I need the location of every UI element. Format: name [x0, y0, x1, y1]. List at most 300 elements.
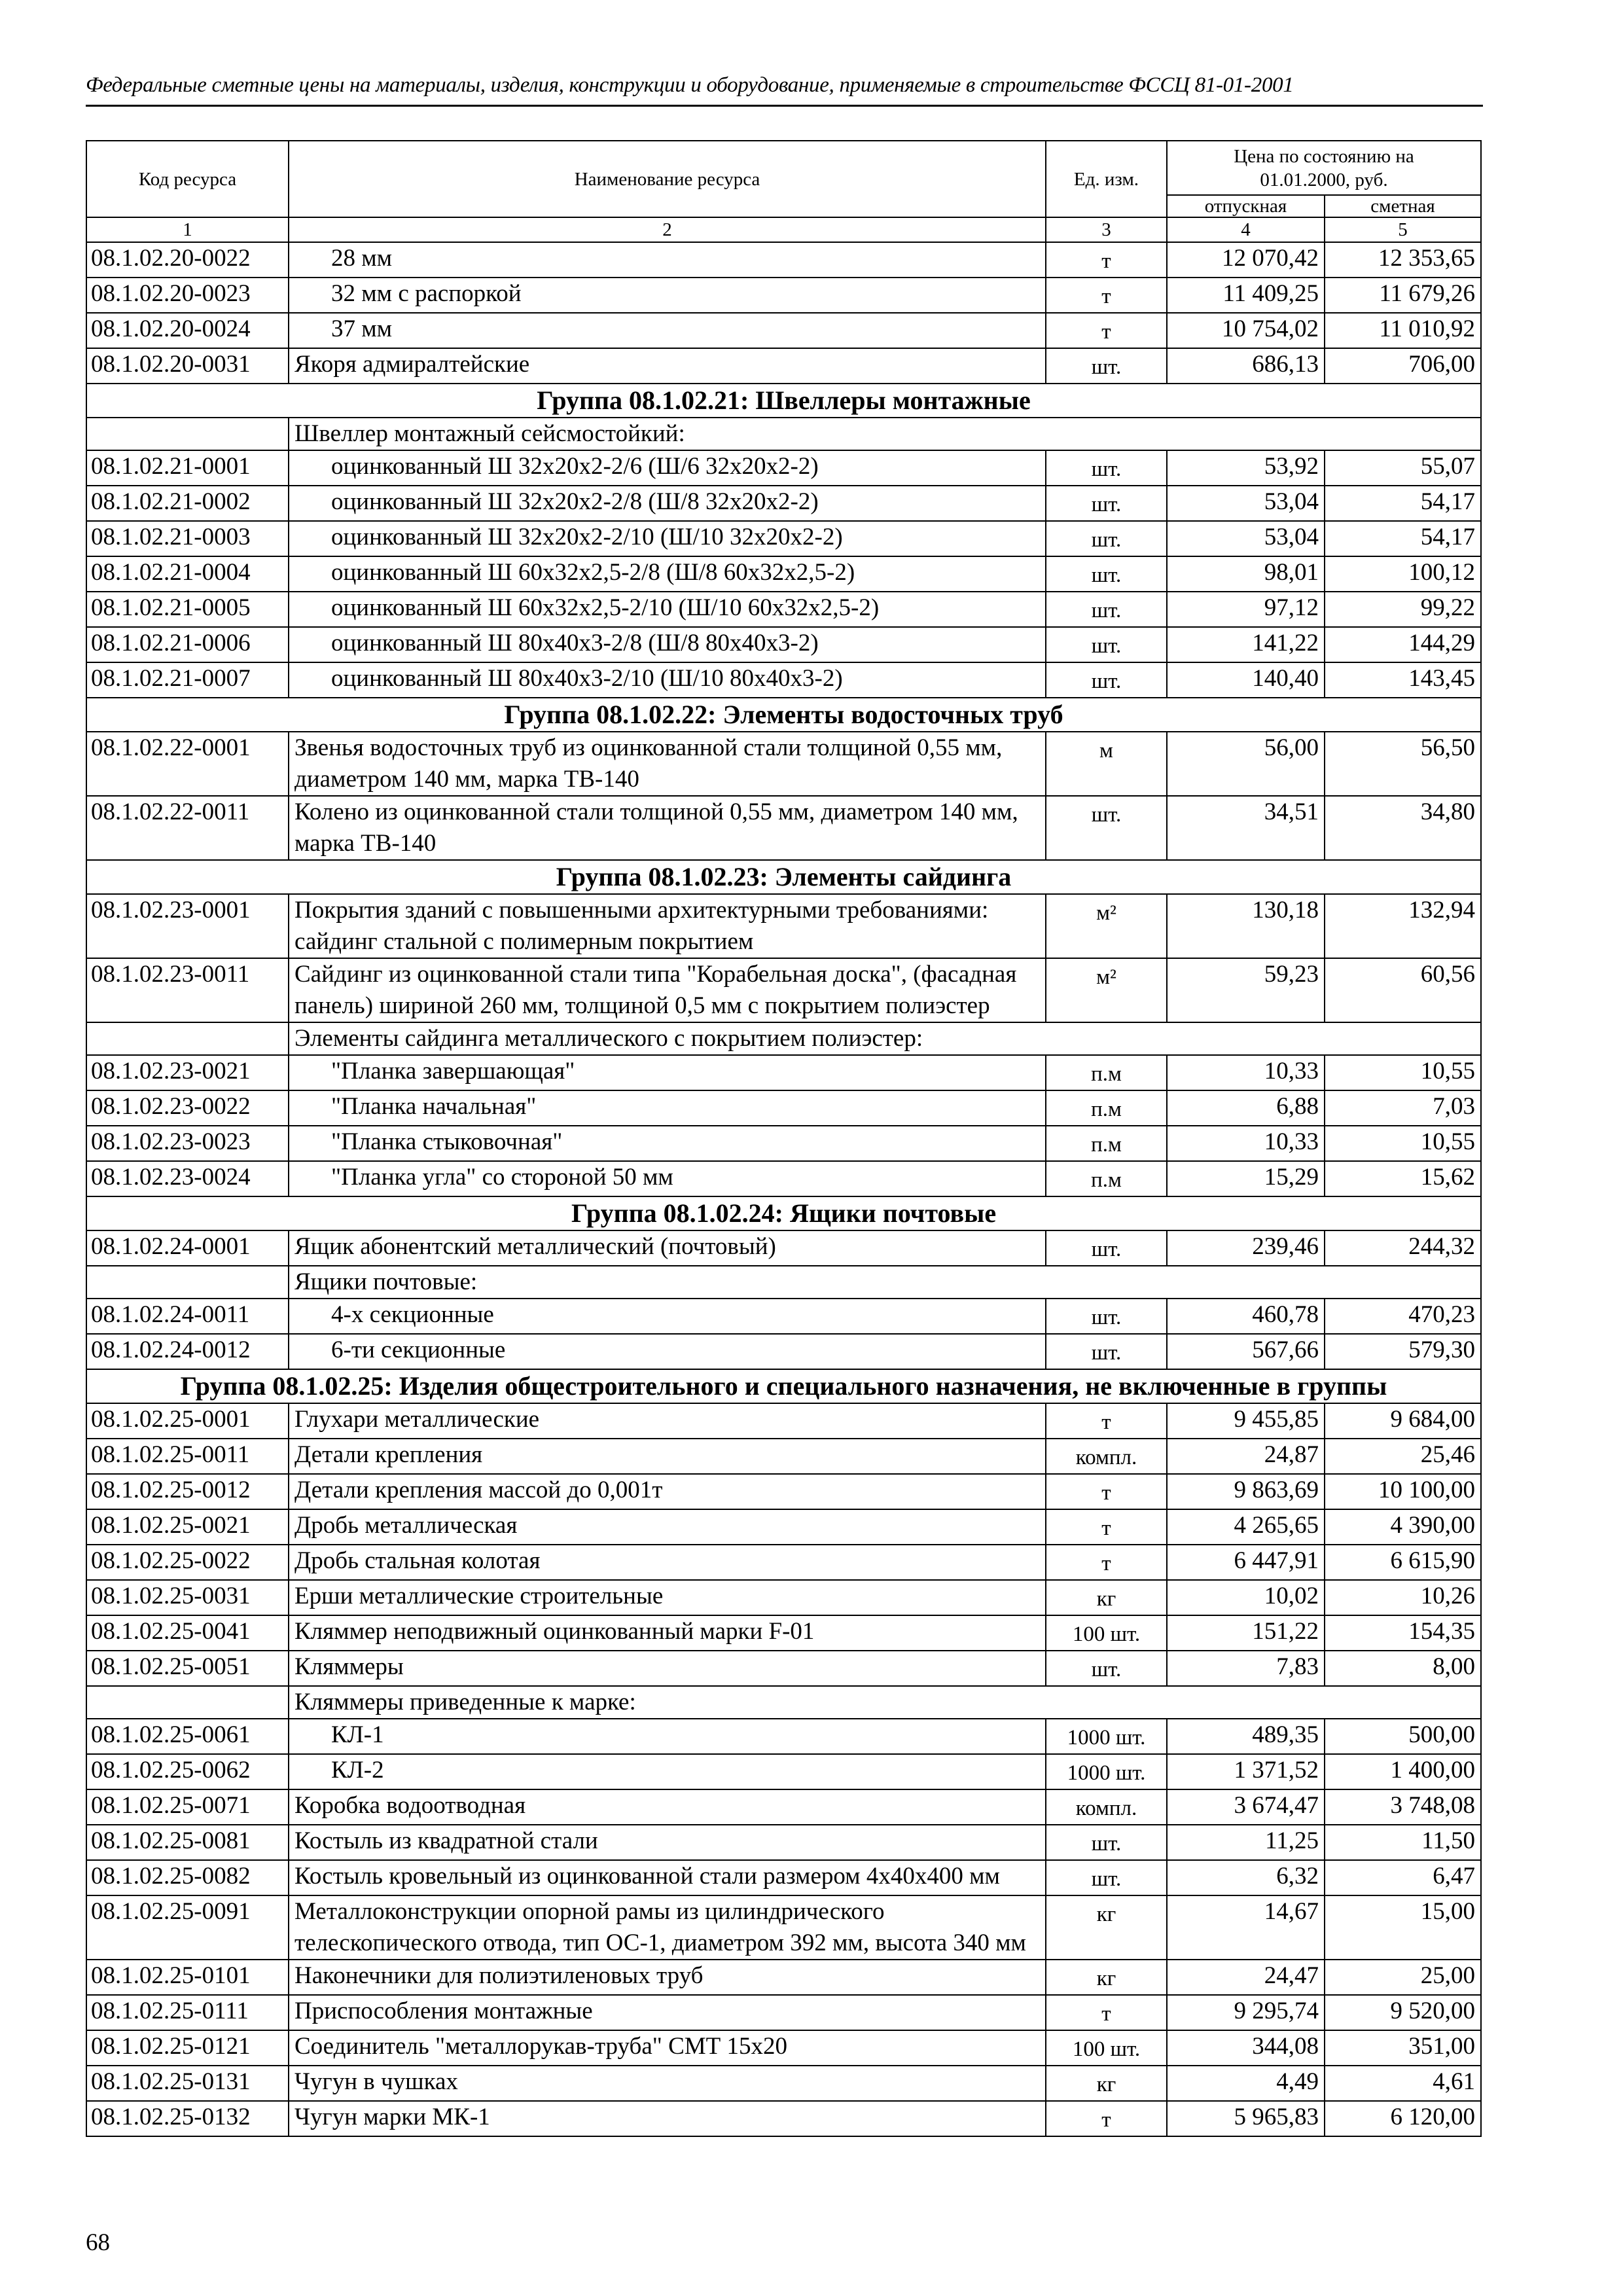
- unit: п.м: [1046, 1055, 1167, 1090]
- estimate-price: 34,80: [1325, 796, 1481, 860]
- resource-name-text: "Планка стыковочная": [331, 1128, 563, 1155]
- resource-code: 08.1.02.25-0061: [86, 1719, 289, 1754]
- resource-code: 08.1.02.23-0024: [86, 1161, 289, 1196]
- resource-name-text: оцинкованный Ш 80х40х3-2/10 (Ш/10 80х40х3-2): [331, 665, 843, 692]
- resource-code: 08.1.02.25-0022: [86, 1545, 289, 1580]
- release-price: 15,29: [1167, 1161, 1325, 1196]
- unit: шт.: [1046, 1299, 1167, 1334]
- table-row: [86, 1895, 1481, 1960]
- estimate-price: 99,22: [1325, 592, 1481, 627]
- estimate-price: 60,56: [1325, 958, 1481, 1022]
- group-header-row: [86, 1369, 1481, 1403]
- table-row: [86, 1789, 1481, 1825]
- estimate-price: 55,07: [1325, 450, 1481, 486]
- col-number: 5: [1325, 217, 1481, 242]
- unit: шт.: [1046, 521, 1167, 556]
- release-price: 97,12: [1167, 592, 1325, 627]
- resource-code: 08.1.02.25-0132: [86, 2101, 289, 2136]
- estimate-price: 9 684,00: [1325, 1403, 1481, 1439]
- release-price: 344,08: [1167, 2030, 1325, 2066]
- resource-code: 08.1.02.22-0001: [86, 732, 289, 796]
- resource-code: 08.1.02.25-0091: [86, 1895, 289, 1960]
- unit: шт.: [1046, 1651, 1167, 1686]
- resource-code: 08.1.02.23-0021: [86, 1055, 289, 1090]
- table-row: [86, 486, 1481, 521]
- resource-name-text: оцинкованный Ш 60х32х2,5-2/8 (Ш/8 60х32х2,5-2): [331, 559, 855, 586]
- col-number: 1: [86, 217, 289, 242]
- estimate-price: 706,00: [1325, 348, 1481, 384]
- table-row: [86, 592, 1481, 627]
- table-row: [86, 1545, 1481, 1580]
- subheader-text: Элементы сайдинга металлического с покрытием полиэстер:: [289, 1022, 1481, 1055]
- table-row: [86, 521, 1481, 556]
- resource-code: 08.1.02.25-0111: [86, 1995, 289, 2030]
- table-row: [86, 1230, 1481, 1266]
- unit: 1000 шт.: [1046, 1754, 1167, 1789]
- resource-name: [289, 1334, 1046, 1369]
- estimate-price: 132,94: [1325, 894, 1481, 958]
- table-row: [86, 2030, 1481, 2066]
- estimate-price: 10 100,00: [1325, 1474, 1481, 1509]
- estimate-price: 10,55: [1325, 1126, 1481, 1161]
- resource-code: 08.1.02.24-0001: [86, 1230, 289, 1266]
- unit: кг: [1046, 1960, 1167, 1995]
- release-price: 6 447,91: [1167, 1545, 1325, 1580]
- resource-name-text: "Планка начальная": [331, 1093, 537, 1120]
- resource-name: Соединитель "металлорукав-труба" СМТ 15х20: [289, 2030, 1046, 2066]
- resource-name: [289, 278, 1046, 313]
- group-title: Группа 08.1.02.25: Изделия общестроительного и специального назначения, не включенные в группы: [86, 1369, 1481, 1403]
- resource-name: Дробь металлическая: [289, 1509, 1046, 1545]
- unit: 1000 шт.: [1046, 1719, 1167, 1754]
- resource-name-text: 6-ти секционные: [331, 1336, 506, 1363]
- resource-code: 08.1.02.23-0001: [86, 894, 289, 958]
- estimate-price: 56,50: [1325, 732, 1481, 796]
- release-price: 56,00: [1167, 732, 1325, 796]
- table-row: [86, 313, 1481, 348]
- unit: т: [1046, 242, 1167, 278]
- resource-code: 08.1.02.21-0001: [86, 450, 289, 486]
- col-header-unit: Ед. изм.: [1046, 141, 1167, 217]
- unit: шт.: [1046, 556, 1167, 592]
- table-row: [86, 1509, 1481, 1545]
- release-price: 5 965,83: [1167, 2101, 1325, 2136]
- group-header-row: [86, 384, 1481, 418]
- resource-code: 08.1.02.25-0012: [86, 1474, 289, 1509]
- table-row: [86, 1860, 1481, 1895]
- table-row: [86, 1615, 1481, 1651]
- unit: шт.: [1046, 450, 1167, 486]
- table-row: [86, 1719, 1481, 1754]
- unit: шт.: [1046, 796, 1167, 860]
- unit: шт.: [1046, 486, 1167, 521]
- table-row: [86, 662, 1481, 698]
- resource-code: 08.1.02.25-0021: [86, 1509, 289, 1545]
- release-price: 151,22: [1167, 1615, 1325, 1651]
- resource-name-text: 37 мм: [331, 315, 393, 342]
- resource-name: Чугун марки МК-1: [289, 2101, 1046, 2136]
- subheader-text: Швеллер монтажный сейсмостойкий:: [289, 418, 1481, 450]
- resource-code: 08.1.02.24-0011: [86, 1299, 289, 1334]
- release-price: 53,92: [1167, 450, 1325, 486]
- resource-code: 08.1.02.21-0004: [86, 556, 289, 592]
- unit: м: [1046, 732, 1167, 796]
- estimate-price: 12 353,65: [1325, 242, 1481, 278]
- resource-name: [289, 627, 1046, 662]
- table-row: [86, 1651, 1481, 1686]
- estimate-price: 244,32: [1325, 1230, 1481, 1266]
- resource-name: Коробка водоотводная: [289, 1789, 1046, 1825]
- unit: кг: [1046, 1895, 1167, 1960]
- release-price: 10,02: [1167, 1580, 1325, 1615]
- release-price: 53,04: [1167, 486, 1325, 521]
- code-cell: [86, 1022, 289, 1055]
- estimate-price: 154,35: [1325, 1615, 1481, 1651]
- estimate-price: 15,62: [1325, 1161, 1481, 1196]
- estimate-price: 4,61: [1325, 2066, 1481, 2101]
- release-price: 24,47: [1167, 1960, 1325, 1995]
- resource-name: Костыль кровельный из оцинкованной стали размером 4х40х400 мм: [289, 1860, 1046, 1895]
- resource-name: [289, 1161, 1046, 1196]
- unit: т: [1046, 1474, 1167, 1509]
- page-number: 68: [86, 2229, 110, 2256]
- table-body: [86, 242, 1481, 2136]
- resource-name-text: 4-х секционные: [331, 1301, 494, 1328]
- estimate-price: 11 010,92: [1325, 313, 1481, 348]
- resource-code: 08.1.02.25-0011: [86, 1439, 289, 1474]
- running-head: Федеральные сметные цены на материалы, изделия, конструкции и оборудование, применяемые в строительстве ФССЦ 81-01-2001: [86, 73, 1294, 97]
- resource-name-text: оцинкованный Ш 32х20х2-2/10 (Ш/10 32х20х2-2): [331, 524, 843, 550]
- subheader-text: Ящики почтовые:: [289, 1266, 1481, 1299]
- table-row: [86, 1126, 1481, 1161]
- release-price: 6,88: [1167, 1090, 1325, 1126]
- release-price: 34,51: [1167, 796, 1325, 860]
- release-price: 14,67: [1167, 1895, 1325, 1960]
- resource-name: [289, 1126, 1046, 1161]
- release-price: 686,13: [1167, 348, 1325, 384]
- resource-name: Наконечники для полиэтиленовых труб: [289, 1960, 1046, 1995]
- estimate-price: 11,50: [1325, 1825, 1481, 1860]
- resource-code: 08.1.02.25-0031: [86, 1580, 289, 1615]
- table-row: [86, 1403, 1481, 1439]
- resource-name: [289, 242, 1046, 278]
- unit: шт.: [1046, 627, 1167, 662]
- resource-name: Кляммер неподвижный оцинкованный марки F-01: [289, 1615, 1046, 1651]
- estimate-price: 11 679,26: [1325, 278, 1481, 313]
- unit: кг: [1046, 1580, 1167, 1615]
- table-row: [86, 1580, 1481, 1615]
- resource-code: 08.1.02.25-0071: [86, 1789, 289, 1825]
- estimate-price: 8,00: [1325, 1651, 1481, 1686]
- subheader-row: [86, 1266, 1481, 1299]
- resource-name: [289, 1055, 1046, 1090]
- release-price: 10,33: [1167, 1055, 1325, 1090]
- resource-code: 08.1.02.25-0041: [86, 1615, 289, 1651]
- estimate-price: 7,03: [1325, 1090, 1481, 1126]
- col-header-code: Код ресурса: [86, 141, 289, 217]
- resource-code: 08.1.02.21-0005: [86, 592, 289, 627]
- group-header-row: [86, 698, 1481, 732]
- estimate-price: 500,00: [1325, 1719, 1481, 1754]
- release-price: 10 754,02: [1167, 313, 1325, 348]
- release-price: 53,04: [1167, 521, 1325, 556]
- release-price: 10,33: [1167, 1126, 1325, 1161]
- resource-code: 08.1.02.25-0081: [86, 1825, 289, 1860]
- unit: компл.: [1046, 1789, 1167, 1825]
- unit: кг: [1046, 2066, 1167, 2101]
- table-row: [86, 556, 1481, 592]
- resource-name: [289, 556, 1046, 592]
- unit: шт.: [1046, 1860, 1167, 1895]
- resource-name-text: "Планка завершающая": [331, 1058, 575, 1085]
- unit: 100 шт.: [1046, 2030, 1167, 2066]
- price-table: [86, 140, 1482, 2137]
- resource-name: [289, 1754, 1046, 1789]
- estimate-price: 470,23: [1325, 1299, 1481, 1334]
- group-title: Группа 08.1.02.24: Ящики почтовые: [86, 1196, 1481, 1230]
- release-price: 239,46: [1167, 1230, 1325, 1266]
- release-price: 12 070,42: [1167, 242, 1325, 278]
- resource-name-text: оцинкованный Ш 32х20х2-2/6 (Ш/6 32х20х2-2): [331, 453, 819, 480]
- subheader-text: Кляммеры приведенные к марке:: [289, 1686, 1481, 1719]
- table-row: [86, 278, 1481, 313]
- estimate-price: 25,46: [1325, 1439, 1481, 1474]
- resource-code: 08.1.02.20-0022: [86, 242, 289, 278]
- resource-code: 08.1.02.21-0002: [86, 486, 289, 521]
- release-price: 4 265,65: [1167, 1509, 1325, 1545]
- resource-code: 08.1.02.21-0003: [86, 521, 289, 556]
- group-header-row: [86, 1196, 1481, 1230]
- estimate-price: 54,17: [1325, 486, 1481, 521]
- resource-name: Детали крепления массой до 0,001т: [289, 1474, 1046, 1509]
- estimate-price: 100,12: [1325, 556, 1481, 592]
- resource-name: [289, 521, 1046, 556]
- resource-name: [289, 1719, 1046, 1754]
- table-row: [86, 1090, 1481, 1126]
- resource-name: Якоря адмиралтейские: [289, 348, 1046, 384]
- release-price: 11 409,25: [1167, 278, 1325, 313]
- unit: п.м: [1046, 1090, 1167, 1126]
- resource-name: Дробь стальная колотая: [289, 1545, 1046, 1580]
- resource-code: 08.1.02.25-0051: [86, 1651, 289, 1686]
- estimate-price: 144,29: [1325, 627, 1481, 662]
- unit: т: [1046, 1403, 1167, 1439]
- table-row: [86, 450, 1481, 486]
- release-price: 460,78: [1167, 1299, 1325, 1334]
- estimate-price: 54,17: [1325, 521, 1481, 556]
- release-price: 11,25: [1167, 1825, 1325, 1860]
- resource-name-text: оцинкованный Ш 80х40х3-2/8 (Ш/8 80х40х3-2): [331, 630, 819, 656]
- table-row: [86, 1825, 1481, 1860]
- estimate-price: 6,47: [1325, 1860, 1481, 1895]
- estimate-price: 10,55: [1325, 1055, 1481, 1090]
- resource-name: [289, 592, 1046, 627]
- resource-name-text: КЛ-2: [331, 1757, 384, 1784]
- table-row: [86, 1055, 1481, 1090]
- release-price: 3 674,47: [1167, 1789, 1325, 1825]
- resource-name: [289, 486, 1046, 521]
- resource-code: 08.1.02.25-0062: [86, 1754, 289, 1789]
- estimate-price: 9 520,00: [1325, 1995, 1481, 2030]
- header-rule: [86, 105, 1483, 107]
- subheader-row: [86, 1022, 1481, 1055]
- release-price: 4,49: [1167, 2066, 1325, 2101]
- col-number: 2: [289, 217, 1046, 242]
- release-price: 59,23: [1167, 958, 1325, 1022]
- unit: 100 шт.: [1046, 1615, 1167, 1651]
- resource-name: Звенья водосточных труб из оцинкованной стали толщиной 0,55 мм, диаметром 140 мм, марка ТВ-140: [289, 732, 1046, 796]
- estimate-price: 25,00: [1325, 1960, 1481, 1995]
- resource-name: Покрытия зданий с повышенными архитектурными требованиями: сайдинг стальной с полимерным покрытием: [289, 894, 1046, 958]
- resource-name: Колено из оцинкованной стали толщиной 0,55 мм, диаметром 140 мм, марка ТВ-140: [289, 796, 1046, 860]
- estimate-price: 351,00: [1325, 2030, 1481, 2066]
- table-row: [86, 1754, 1481, 1789]
- release-price: 140,40: [1167, 662, 1325, 698]
- resource-name-text: 32 мм с распоркой: [331, 280, 522, 307]
- col-number: 3: [1046, 217, 1167, 242]
- resource-name: Чугун в чушках: [289, 2066, 1046, 2101]
- release-price: 7,83: [1167, 1651, 1325, 1686]
- release-price: 6,32: [1167, 1860, 1325, 1895]
- release-price: 24,87: [1167, 1439, 1325, 1474]
- resource-name: [289, 662, 1046, 698]
- table-row: [86, 1995, 1481, 2030]
- release-price: 567,66: [1167, 1334, 1325, 1369]
- resource-name: [289, 313, 1046, 348]
- unit: п.м: [1046, 1126, 1167, 1161]
- estimate-price: 10,26: [1325, 1580, 1481, 1615]
- estimate-price: 4 390,00: [1325, 1509, 1481, 1545]
- resource-name-text: оцинкованный Ш 32х20х2-2/8 (Ш/8 32х20х2-2): [331, 488, 819, 515]
- unit: п.м: [1046, 1161, 1167, 1196]
- col-header-name: Наименование ресурса: [289, 141, 1046, 217]
- subheader-row: [86, 1686, 1481, 1719]
- table-row: [86, 732, 1481, 796]
- resource-name: Металлоконструкции опорной рамы из цилиндрического телескопического отвода, тип ОС-1, диаметром 392 мм, высота 340 мм: [289, 1895, 1046, 1960]
- resource-code: 08.1.02.23-0023: [86, 1126, 289, 1161]
- estimate-price: 15,00: [1325, 1895, 1481, 1960]
- estimate-price: 3 748,08: [1325, 1789, 1481, 1825]
- resource-code: 08.1.02.25-0131: [86, 2066, 289, 2101]
- unit: т: [1046, 1545, 1167, 1580]
- estimate-price: 6 615,90: [1325, 1545, 1481, 1580]
- resource-code: 08.1.02.20-0024: [86, 313, 289, 348]
- table-row: [86, 894, 1481, 958]
- column-numbers-row: [86, 217, 1481, 242]
- estimate-price: 1 400,00: [1325, 1754, 1481, 1789]
- unit: м²: [1046, 894, 1167, 958]
- unit: шт.: [1046, 1334, 1167, 1369]
- resource-code: 08.1.02.23-0022: [86, 1090, 289, 1126]
- unit: шт.: [1046, 1230, 1167, 1266]
- release-price: 9 455,85: [1167, 1403, 1325, 1439]
- release-price: 98,01: [1167, 556, 1325, 592]
- resource-name: Кляммеры: [289, 1651, 1046, 1686]
- table-row: [86, 958, 1481, 1022]
- resource-name: [289, 1090, 1046, 1126]
- col-number: 4: [1167, 217, 1325, 242]
- table-row: [86, 242, 1481, 278]
- resource-name-text: "Планка угла" со стороной 50 мм: [331, 1164, 673, 1191]
- resource-code: 08.1.02.20-0031: [86, 348, 289, 384]
- table-row: [86, 796, 1481, 860]
- table-row: [86, 1960, 1481, 1995]
- resource-code: 08.1.02.21-0006: [86, 627, 289, 662]
- release-price: 130,18: [1167, 894, 1325, 958]
- resource-name: Приспособления монтажные: [289, 1995, 1046, 2030]
- subheader-row: [86, 418, 1481, 450]
- resource-name: Костыль из квадратной стали: [289, 1825, 1046, 1860]
- resource-name: Ящик абонентский металлический (почтовый): [289, 1230, 1046, 1266]
- unit: компл.: [1046, 1439, 1167, 1474]
- table-row: [86, 2066, 1481, 2101]
- resource-code: 08.1.02.24-0012: [86, 1334, 289, 1369]
- release-price: 9 863,69: [1167, 1474, 1325, 1509]
- estimate-price: 6 120,00: [1325, 2101, 1481, 2136]
- unit: шт.: [1046, 592, 1167, 627]
- resource-code: 08.1.02.25-0121: [86, 2030, 289, 2066]
- release-price: 9 295,74: [1167, 1995, 1325, 2030]
- resource-name: Глухари металлические: [289, 1403, 1046, 1439]
- group-title: Группа 08.1.02.23: Элементы сайдинга: [86, 860, 1481, 894]
- col-header-price: Цена по состоянию на 01.01.2000, руб.: [1167, 141, 1481, 195]
- release-price: 489,35: [1167, 1719, 1325, 1754]
- unit: т: [1046, 1995, 1167, 2030]
- estimate-price: 143,45: [1325, 662, 1481, 698]
- unit: т: [1046, 1509, 1167, 1545]
- resource-code: 08.1.02.25-0101: [86, 1960, 289, 1995]
- resource-name: [289, 450, 1046, 486]
- col-header-release: отпускная: [1167, 195, 1325, 217]
- table-row: [86, 1439, 1481, 1474]
- table-row: [86, 627, 1481, 662]
- resource-name: Сайдинг из оцинкованной стали типа "Корабельная доска", (фасадная панель) шириной 260 мм, толщиной 0,5 мм с покрытием полиэстер: [289, 958, 1046, 1022]
- resource-code: 08.1.02.20-0023: [86, 278, 289, 313]
- unit: м²: [1046, 958, 1167, 1022]
- unit: т: [1046, 313, 1167, 348]
- resource-name-text: 28 мм: [331, 245, 393, 272]
- code-cell: [86, 1266, 289, 1299]
- release-price: 1 371,52: [1167, 1754, 1325, 1789]
- group-header-row: [86, 860, 1481, 894]
- resource-code: 08.1.02.23-0011: [86, 958, 289, 1022]
- group-title: Группа 08.1.02.21: Швеллеры монтажные: [86, 384, 1481, 418]
- table-row: [86, 1474, 1481, 1509]
- code-cell: [86, 418, 289, 450]
- table-row: [86, 1334, 1481, 1369]
- resource-name: Детали крепления: [289, 1439, 1046, 1474]
- resource-name: Ерши металлические строительные: [289, 1580, 1046, 1615]
- resource-code: 08.1.02.25-0001: [86, 1403, 289, 1439]
- unit: шт.: [1046, 348, 1167, 384]
- unit: шт.: [1046, 1825, 1167, 1860]
- col-header-estimate: сметная: [1325, 195, 1481, 217]
- table-row: [86, 348, 1481, 384]
- resource-name: [289, 1299, 1046, 1334]
- resource-code: 08.1.02.21-0007: [86, 662, 289, 698]
- code-cell: [86, 1686, 289, 1719]
- table-row: [86, 1161, 1481, 1196]
- estimate-price: 579,30: [1325, 1334, 1481, 1369]
- unit: шт.: [1046, 662, 1167, 698]
- resource-code: 08.1.02.22-0011: [86, 796, 289, 860]
- table-row: [86, 1299, 1481, 1334]
- resource-name-text: КЛ-1: [331, 1721, 384, 1748]
- release-price: 141,22: [1167, 627, 1325, 662]
- resource-name-text: оцинкованный Ш 60х32х2,5-2/10 (Ш/10 60х32х2,5-2): [331, 594, 880, 621]
- unit: т: [1046, 278, 1167, 313]
- unit: т: [1046, 2101, 1167, 2136]
